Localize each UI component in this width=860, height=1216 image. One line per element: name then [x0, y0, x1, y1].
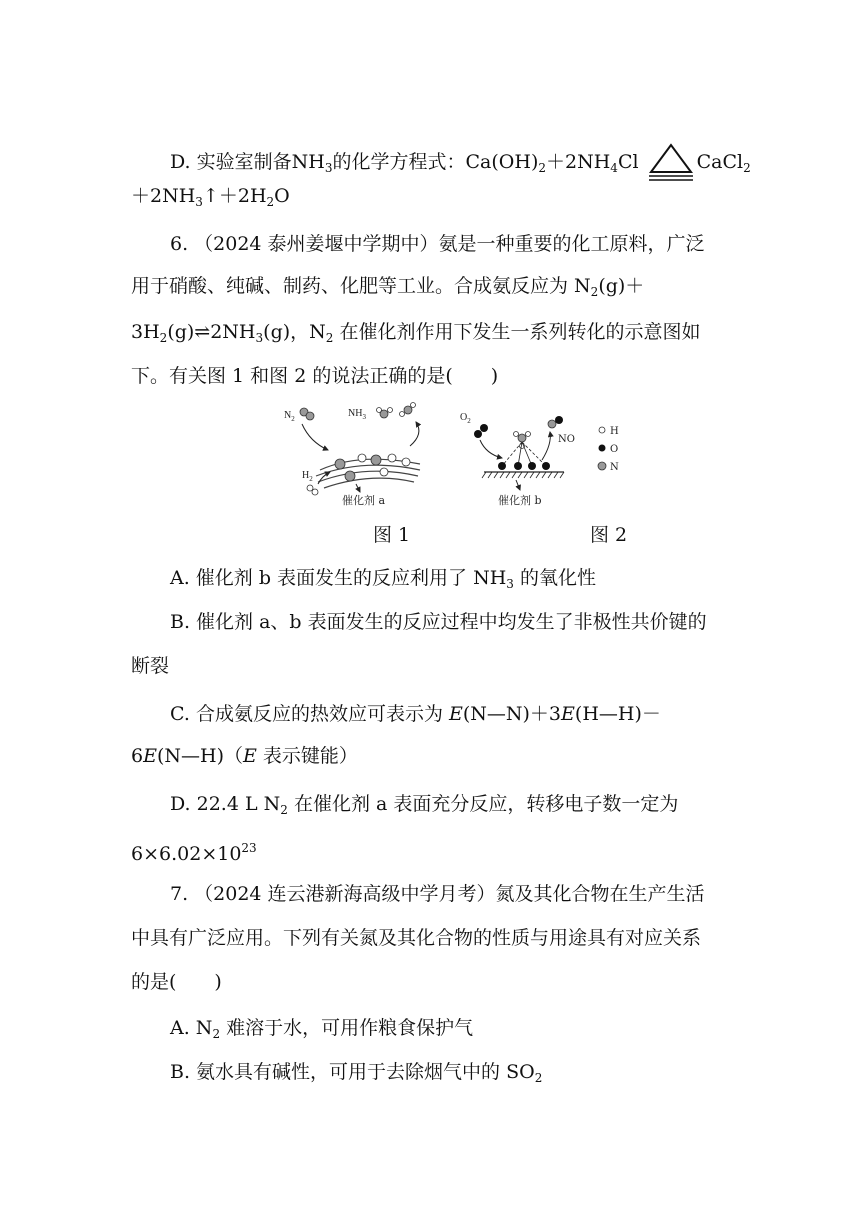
svg-text:N: N — [610, 462, 619, 473]
option-d-equation: D. 实验室制备$NH_3$的化学方程式：$Ca(OH)_2+2NH_4Cl$ CaCl$_2$ — [170, 142, 751, 182]
q6-stem-line3: $3H_2(g)\rightleftharpoons 2NH_3(g)$，$N_2$ 在催化剂作用下发生一系列转化的示意图如 — [131, 321, 701, 345]
q6-option-b: B. 催化剂 a、b 表面发生的反应过程中均发生了非极性共价键的 — [170, 611, 707, 633]
q6-option-c: C. 合成氨反应的热效应可表示为 E(N—N)＋3E(H—H)－ — [170, 703, 661, 725]
figure1-caption: 图 1 — [373, 524, 411, 546]
q6-stem-line4: 下。有关图 1 和图 2 的说法正确的是( ) — [131, 365, 499, 387]
q6-option-d-cont: $6\times 6.02\times 10^{23}$ — [131, 841, 257, 865]
q6-stem-line1: 6. （2024 泰州姜堰中学期中）氨是一种重要的化工原料，广泛 — [170, 233, 705, 255]
q7-option-a: A. $N_2$ 难溶于水，可用作粮食保护气 — [170, 1017, 474, 1041]
svg-text:H2: $H_2$ — [302, 470, 313, 483]
legend — [598, 426, 619, 473]
svg-text:NO: NO — [558, 434, 575, 445]
q7-stem-line3: 的是( ) — [131, 971, 222, 993]
option-d-equation-cont: $+2NH_3↑+2H_2O$ — [131, 185, 290, 209]
svg-text:H: H — [610, 426, 619, 437]
q7-stem-line2: 中具有广泛应用。下列有关氮及其化合物的性质与用途具有对应关系 — [131, 927, 702, 949]
q6-stem-line2: 用于硝酸、纯碱、制药、化肥等工业。合成氨反应为 $N_2(g)+$ — [131, 275, 645, 299]
svg-text:催化剂 a: 催化剂 a — [342, 494, 386, 507]
q6-option-b-cont: 断裂 — [131, 655, 170, 677]
svg-text:催化剂 b: 催化剂 b — [498, 494, 542, 507]
svg-text:O2: $O_2$ — [460, 412, 471, 425]
q6-option-c-cont: 6E(N—H)（E 表示键能） — [131, 745, 358, 767]
svg-text:N2: $N_2$ — [284, 410, 295, 423]
catalyst-diagram — [280, 400, 640, 512]
heat-triangle-icon — [647, 142, 695, 182]
q6-option-d: D. 22.4 L $N_2$ 在催化剂 a 表面充分反应，转移电子数一定为 — [170, 793, 679, 817]
figure1 — [284, 403, 420, 508]
figure2 — [460, 412, 575, 507]
q6-option-a: A. 催化剂 b 表面发生的反应利用了 $NH_3$ 的氧化性 — [170, 567, 596, 591]
figure2-caption: 图 2 — [590, 524, 628, 546]
svg-text:O: O — [610, 444, 619, 455]
q7-stem-line1: 7. （2024 连云港新海高级中学月考）氮及其化合物在生产生活 — [170, 883, 705, 905]
svg-text:NH3: $NH_3$ — [348, 408, 366, 421]
q7-option-b: B. 氨水具有碱性，可用于去除烟气中的 $SO_2$ — [170, 1061, 543, 1085]
